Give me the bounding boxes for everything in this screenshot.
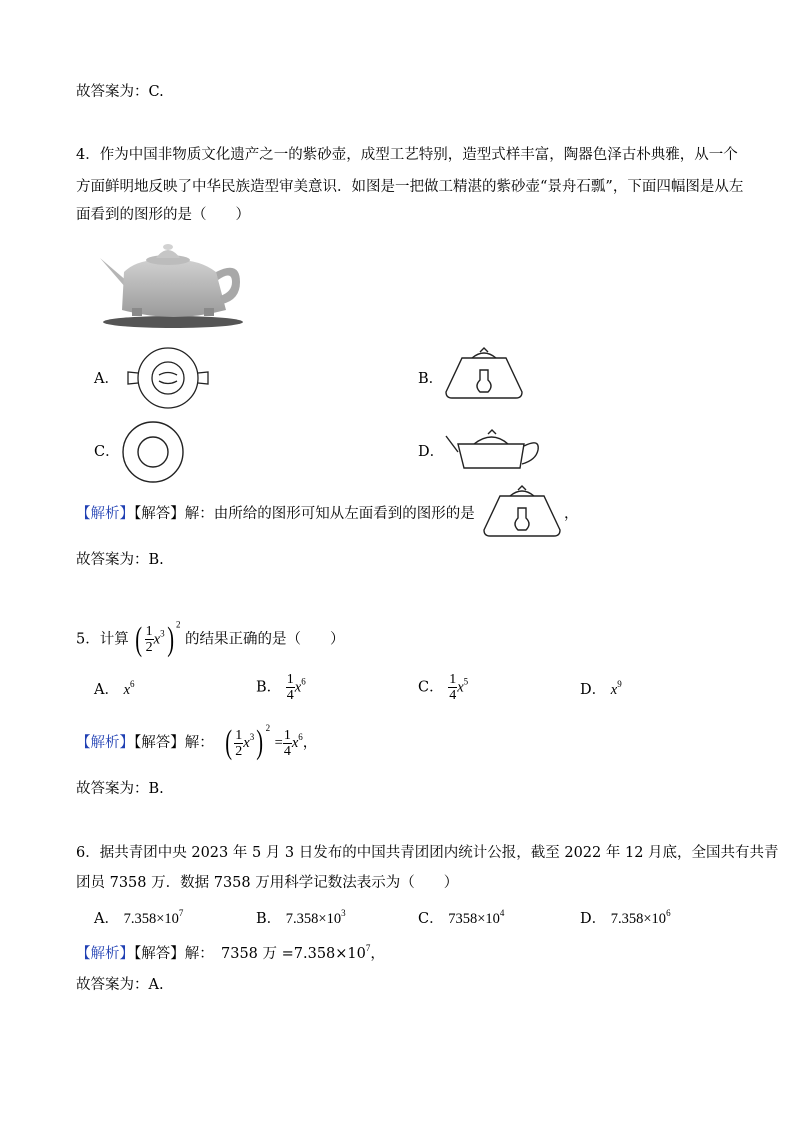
q6-stem-text1: 据共青团中央 2023 年 5 月 3 日发布的中国共青团团内统计公报，截至 2022 年 12 月底，全国共有共青 — [99, 845, 779, 861]
q5-number: 5． — [76, 631, 100, 648]
q5-exp-inner: 3 — [160, 628, 165, 639]
q4-stem-text1: 作为中国非物质文化遗产之一的紫砂壶，成型工艺特别，造型式样丰富，陶器色泽古朴典雅，从一个 — [99, 147, 738, 163]
q6-option-a: A． $7.358\times 10^7$ — [94, 908, 184, 927]
analysis-tag: 【解析】 — [76, 946, 134, 962]
q6-number: 6． — [76, 845, 100, 861]
q5-option-b: B． $\frac{1}{4}$ $x^6$ — [256, 672, 306, 703]
q5-stem — [76, 619, 345, 658]
q4-option-c-figure — [122, 421, 184, 483]
q6-stem-line1 — [76, 843, 779, 863]
q4-option-b-label: B． — [418, 371, 444, 387]
solution-tag: 【解答】 — [134, 506, 185, 522]
q4-stem-line3: 面看到的图形的是（ ） — [76, 207, 250, 223]
right-paren: ) — [166, 620, 174, 658]
q6-option-c: C． $7358\times 10^4$ — [418, 908, 505, 927]
teapot-image — [98, 238, 248, 330]
q6-solution-text: 解： 7358 万 =7.358×10 — [184, 946, 366, 962]
q4-solution-text: 解：由所给的图形可知从左面看到的图形的是 — [184, 506, 475, 522]
q5-stem-post: 的结果正确的是（ ） — [185, 631, 345, 648]
q4-option-a-figure — [128, 346, 210, 410]
left-paren: ( — [135, 620, 143, 658]
q4-stem-line1 — [76, 145, 738, 165]
q5-option-a: A． $x^6$ — [94, 679, 135, 698]
q4-answer: 故答案为：B. — [76, 552, 164, 568]
q3-answer: 故答案为：C. — [76, 84, 164, 100]
q5-answer: 故答案为：B. — [76, 781, 164, 797]
q5-fraction: $\frac{1}{2}$ — [145, 624, 153, 655]
q5-option-c: C． $\frac{1}{4}$ $x^5$ — [418, 672, 469, 703]
solution-tag: 【解答】 — [134, 946, 185, 962]
solution-tag: 【解答】 — [134, 735, 185, 751]
q5-option-d: D． $x^9$ — [580, 679, 622, 698]
q6-solution: 【解析】【解答】解： 7358 万 $=7.358\times 10^7$， — [76, 943, 385, 962]
q4-solution — [76, 504, 475, 524]
q6-answer: 故答案为：A. — [76, 977, 164, 993]
q5-var: x — [153, 631, 161, 648]
q5-solution-text: 解： — [184, 735, 214, 751]
q4-solution-figure — [480, 484, 564, 540]
q4-solution-end: ， — [564, 506, 579, 522]
q5-solution: 【解析】【解答】解： ( $\frac{1}{2}$ $x^3$) $^2$ = $\frac{1}{4}$ $x^6$， — [76, 723, 318, 761]
q6-option-b: B． $7.358\times 10^3$ — [256, 908, 346, 927]
q4-number: 4． — [76, 147, 100, 163]
q6-solution-exp: 7 — [365, 943, 371, 953]
q5-stem-pre: 计算 — [99, 631, 129, 648]
q4-option-b-figure — [442, 346, 526, 402]
q5-exp-outer: 2 — [175, 619, 181, 630]
analysis-tag: 【解析】 — [76, 735, 134, 751]
analysis-tag: 【解析】 — [76, 506, 134, 522]
q6-stem-line2: 团员 7358 万．数据 7358 万用科学记数法表示为（ ） — [76, 875, 459, 891]
q4-option-a-label: A． — [94, 371, 119, 387]
q4-option-d-label: D． — [418, 444, 445, 460]
q4-stem-line2: 方面鲜明地反映了中华民族造型审美意识．如图是一把做工精湛的紫砂壶“景舟石瓢”，下面四幅图是从左 — [76, 179, 744, 195]
q4-option-c-label: C． — [94, 444, 120, 460]
q6-option-d: D． $7.358\times 10^6$ — [580, 908, 671, 927]
q4-option-d-figure — [444, 424, 544, 472]
